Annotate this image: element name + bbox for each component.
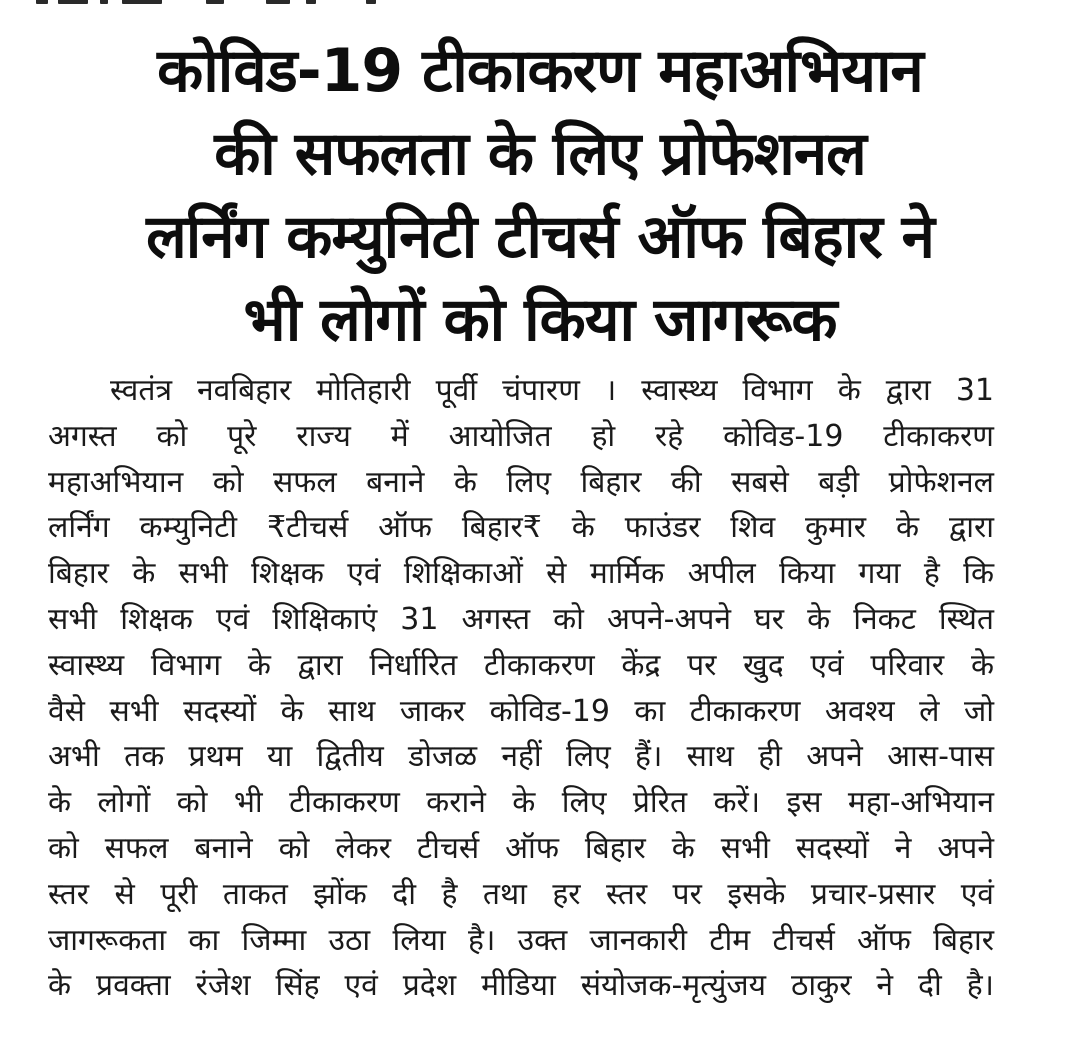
body-line: स्तर से पूरी ताकत झोंक दी है तथा हर स्तर पर इसके प्रचार-प्रसार एवं (48, 876, 994, 912)
headline-line: भी लोगों को किया जागरूक (243, 285, 837, 355)
body-line: वैसे सभी सदस्यों के साथ जाकर कोविड-19 का टीकाकरण अवश्य ले जो (48, 693, 994, 729)
body-line: अगस्त को पूरे राज्य में आयोजित हो रहे कोविड-19 टीकाकरण (48, 418, 994, 454)
body-line: स्वास्थ्य विभाग के द्वारा निर्धारित टीकाकरण केंद्र पर खुद एवं परिवार के (48, 647, 994, 683)
body-line: महाअभियान को सफल बनाने के लिए बिहार की सबसे बड़ी प्रोफेशनल (48, 464, 994, 500)
headline-line: लर्निंग कम्युनिटी टीचर्स ऑफ बिहार ने (146, 202, 934, 272)
body-line: के प्रवक्ता रंजेश सिंह एवं प्रदेश मीडिया संयोजक-मृत्युंजय ठाकुर ने दी है। (48, 968, 994, 1004)
headline-line: कोविड-19 टीकाकरण महाअभियान (157, 36, 923, 106)
body-line: जागरूकता का जिम्मा उठा लिया है। उक्त जानकारी टीम टीचर्स ऑफ बिहार (48, 922, 994, 958)
body-line: स्वतंत्र नवबिहार मोतिहारी पूर्वी चंपारण । स्वास्थ्य विभाग के द्वारा 31 (110, 373, 994, 408)
headline-line: की सफलता के लिए प्रोफेशनल (214, 119, 866, 189)
body-line: के लोगों को भी टीकाकरण कराने के लिए प्रेरित करें। इस महा-अभियान (48, 785, 994, 821)
body-line: को सफल बनाने को लेकर टीचर्स ऑफ बिहार के सभी सदस्यों ने अपने (48, 830, 994, 866)
body-line: सभी शिक्षक एवं शिक्षिकाएं 31 अगस्त को अपने-अपने घर के निकट स्थित (48, 601, 994, 637)
body-line: लर्निंग कम्युनिटी ₹टीचर्स ऑफ बिहार₹ के फाउंडर शिव कुमार के द्वारा (48, 510, 994, 546)
cropped-previous-text (36, 0, 456, 6)
article-body (48, 368, 994, 1009)
body-line: अभी तक प्रथम या द्वितीय डोजळ नहीं लिए हैं। साथ ही अपने आस-पास (48, 739, 994, 775)
article-headline (30, 30, 1050, 362)
body-line: बिहार के सभी शिक्षक एवं शिक्षिकाओं से मार्मिक अपील किया गया है कि (48, 556, 994, 592)
